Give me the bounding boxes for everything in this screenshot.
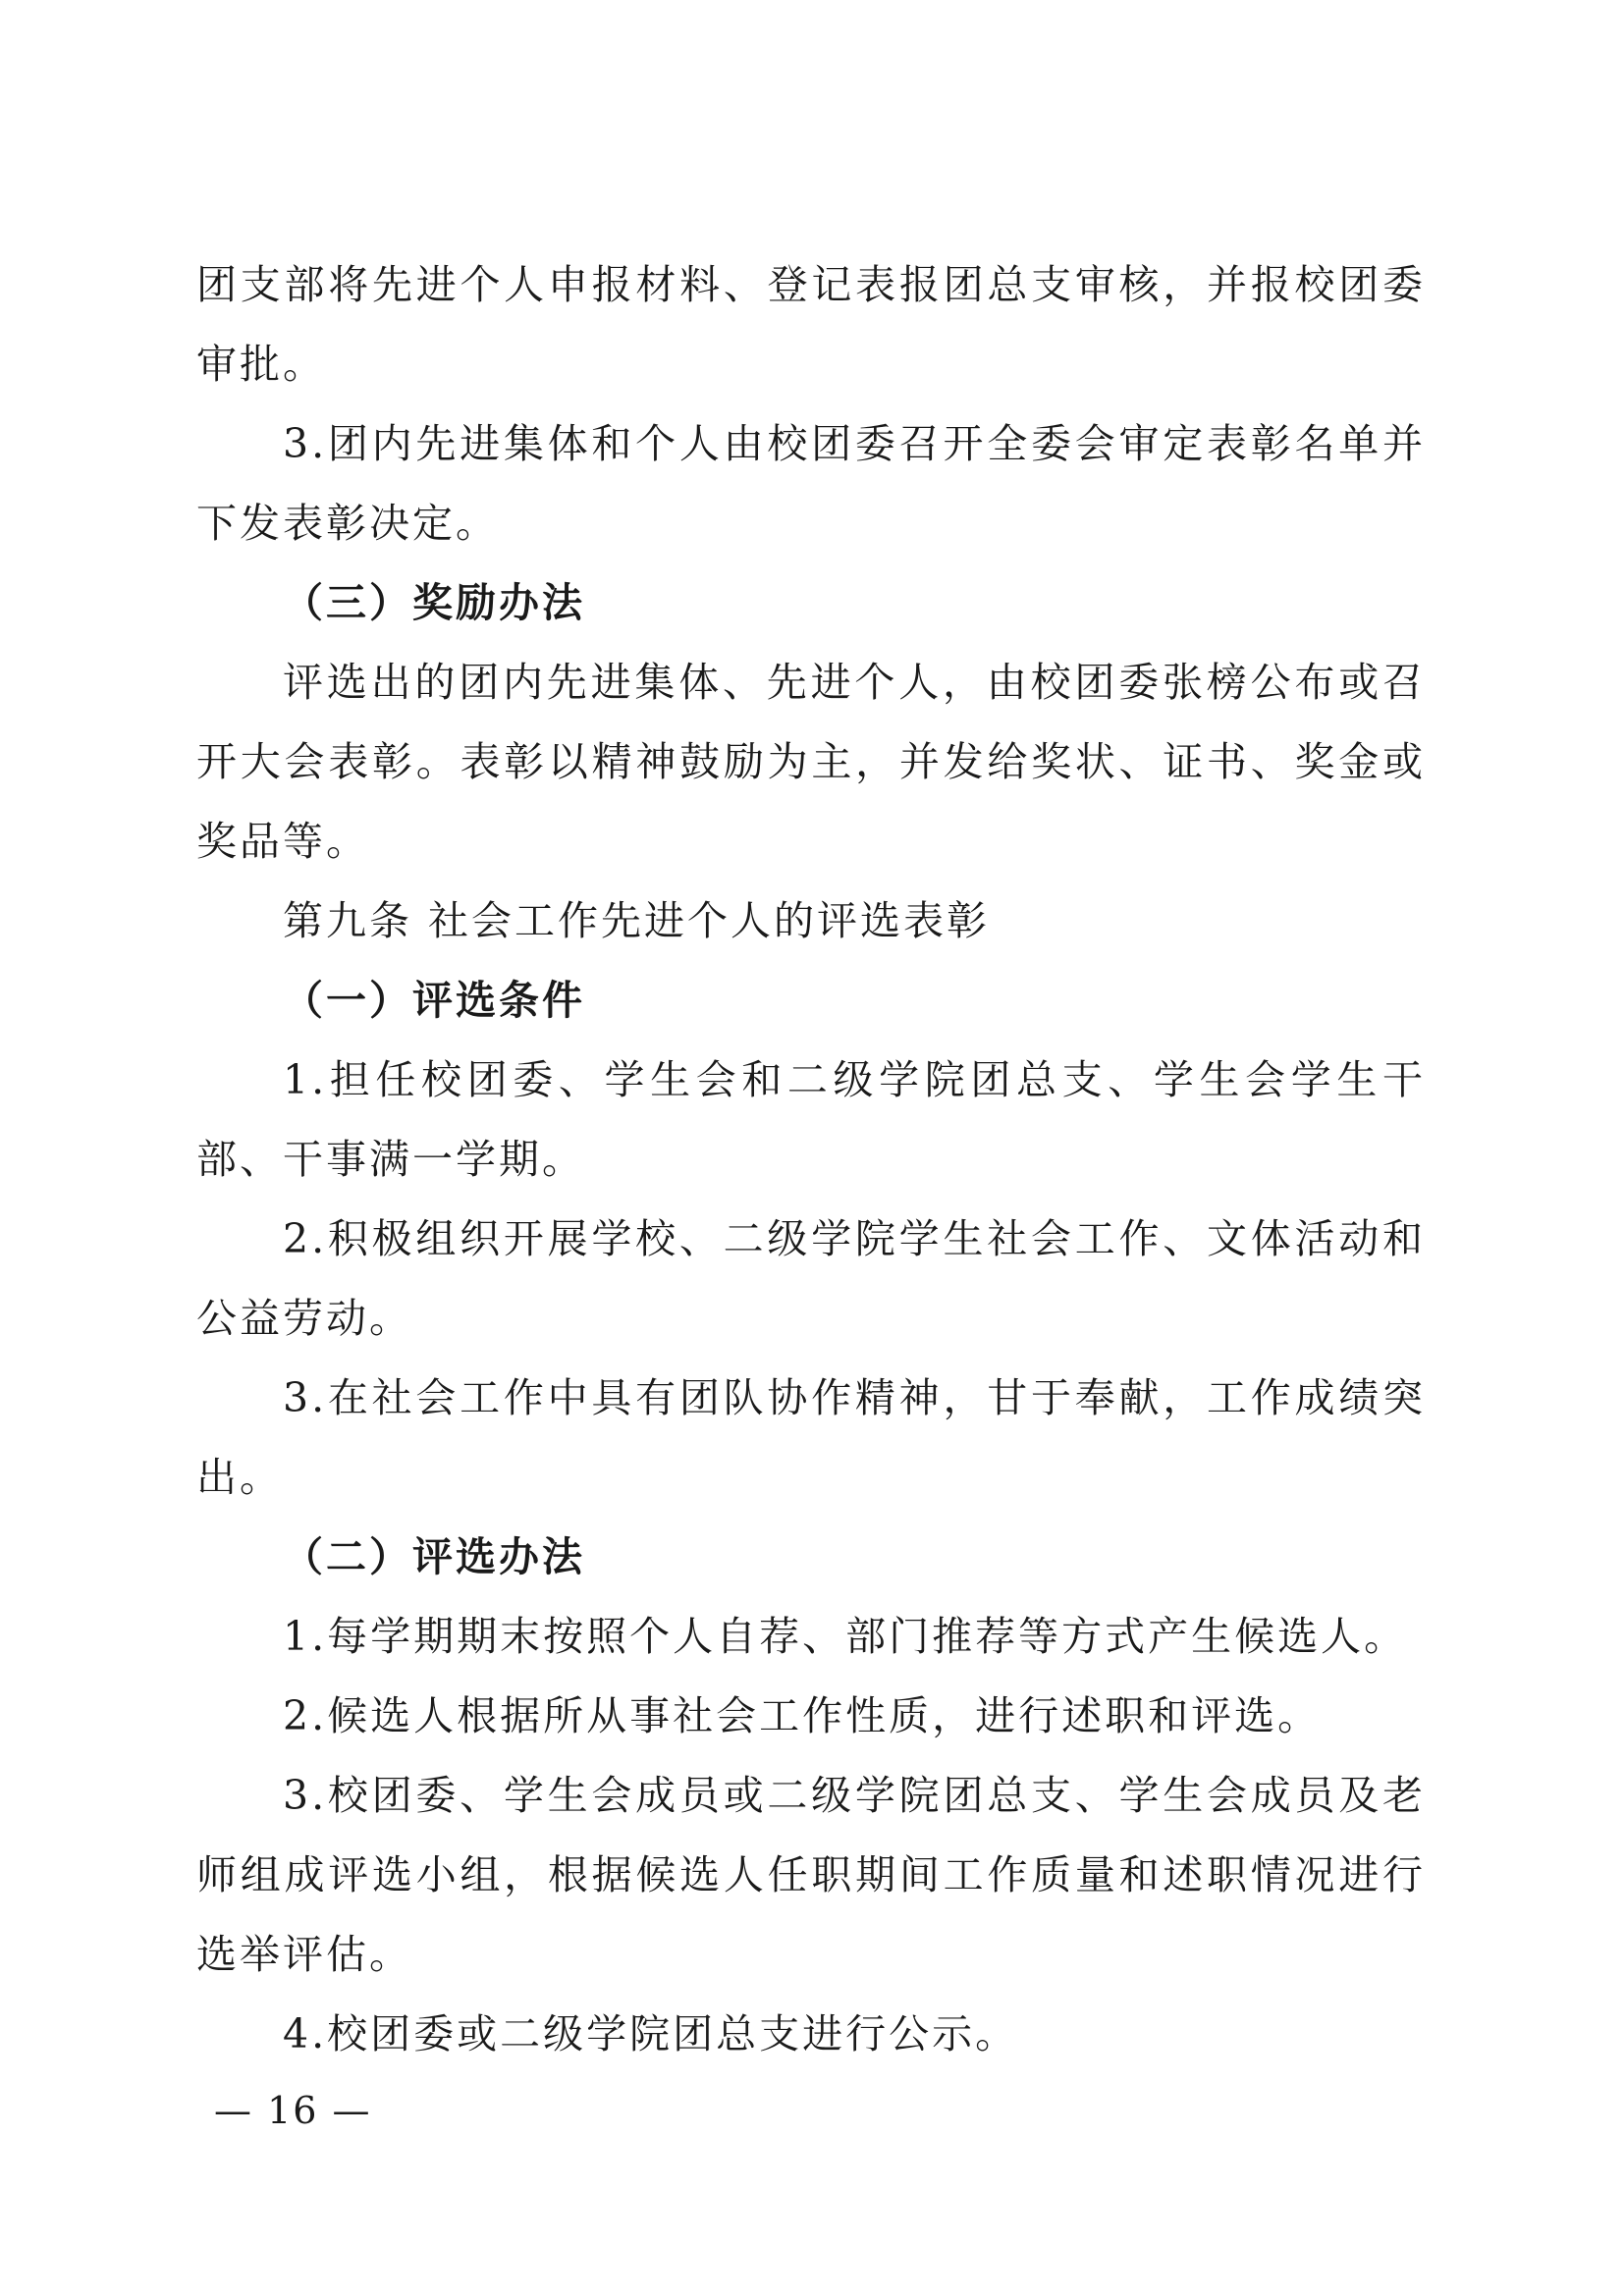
paragraph-method-2: 2.候选人根据所从事社会工作性质，进行述职和评选。 [283,1692,1322,1739]
paragraph-method-4: 4.校团委或二级学院团总支进行公示。 [283,2010,1019,2057]
article-heading-ninth: 第九条 社会工作先进个人的评选表彰 [283,897,991,944]
page-number: — 16 — [214,2089,372,2132]
document-body [196,245,1426,2074]
section-heading-reward-method: （三）奖励办法 [283,579,585,626]
paragraph-criteria-2: 2.积极组织开展学校、二级学院学生社会工作、文体活动和公益劳动。 [196,1215,1426,1342]
paragraph-method-3: 3.校团委、学生会成员或二级学院团总支、学生会成员及老师组成评选小组，根据候选人任职期间工作质量和述职情况进行选举评估。 [196,1772,1426,1978]
paragraph-item-3-approval: 3.团内先进集体和个人由校团委召开全委会审定表彰名单并下发表彰决定。 [196,420,1426,547]
paragraph-reward-description: 评选出的团内先进集体、先进个人，由校团委张榜公布或召开大会表彰。表彰以精神鼓励为主，并发给奖状、证书、奖金或奖品等。 [196,659,1426,865]
section-heading-selection-criteria: （一）评选条件 [283,977,585,1024]
paragraph-criteria-1: 1.担任校团委、学生会和二级学院团总支、学生会学生干部、干事满一学期。 [196,1056,1426,1183]
paragraph-method-1: 1.每学期期末按照个人自荐、部门推荐等方式产生候选人。 [283,1613,1408,1660]
section-heading-selection-method: （二）评选办法 [283,1533,585,1580]
paragraph-continuation: 团支部将先进个人申报材料、登记表报团总支审核，并报校团委审批。 [196,261,1426,388]
paragraph-criteria-3: 3.在社会工作中具有团队协作精神，甘于奉献，工作成绩突出。 [196,1374,1426,1501]
